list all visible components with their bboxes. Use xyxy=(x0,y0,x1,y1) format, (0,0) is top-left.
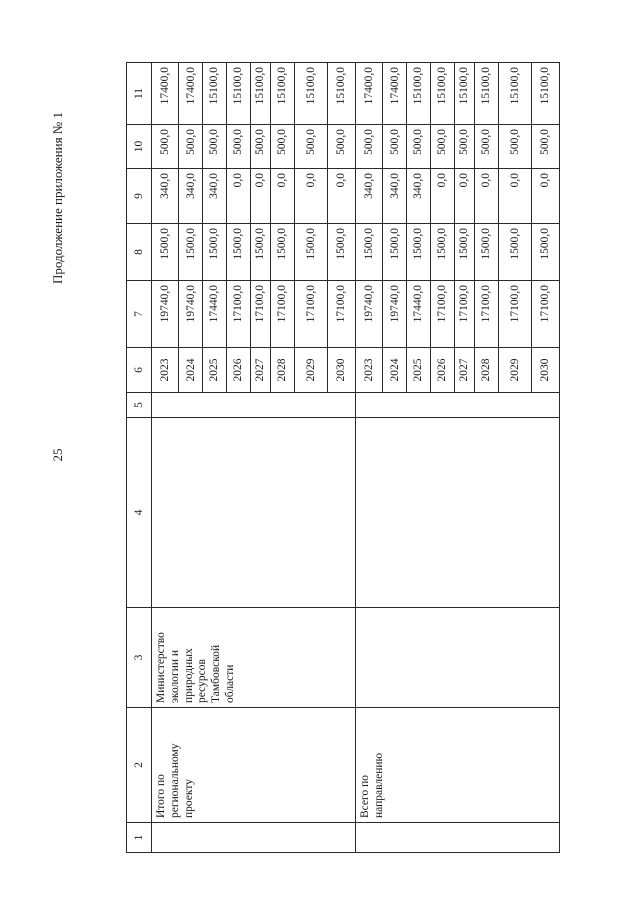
year-cell: 2028 xyxy=(474,348,498,393)
amount-cell-c10: 500,0 xyxy=(226,125,250,169)
amount-cell-c7: 19740,0 xyxy=(355,281,382,348)
amount-cell-c11: 17400,0 xyxy=(355,63,382,125)
amount-cell-c8: 1500,0 xyxy=(430,224,454,281)
column-header-1: 1 xyxy=(127,823,152,853)
amount-cell-c10: 500,0 xyxy=(294,125,327,169)
year-cell: 2023 xyxy=(152,348,179,393)
year-cell: 2027 xyxy=(454,348,474,393)
amount-cell-c9: 0,0 xyxy=(474,169,498,224)
amount-cell-c7: 19740,0 xyxy=(179,281,203,348)
amount-cell-c8: 1500,0 xyxy=(383,224,407,281)
amount-cell-c11: 15100,0 xyxy=(250,63,270,125)
column-header-7: 7 xyxy=(127,281,152,348)
amount-cell-c8: 1500,0 xyxy=(355,224,382,281)
amount-cell-c10: 500,0 xyxy=(406,125,430,169)
group-title-cell: Всего по направлению xyxy=(355,708,559,823)
amount-cell-c7: 17100,0 xyxy=(226,281,250,348)
amount-cell-c9: 340,0 xyxy=(383,169,407,224)
amount-cell-c7: 17100,0 xyxy=(270,281,294,348)
amount-cell-c10: 500,0 xyxy=(152,125,179,169)
amount-cell-c10: 500,0 xyxy=(531,125,559,169)
amount-cell-c9: 340,0 xyxy=(406,169,430,224)
amount-cell-c9: 340,0 xyxy=(179,169,203,224)
rotated-table-container xyxy=(126,63,560,853)
column-4-cell xyxy=(355,418,559,608)
amount-cell-c7: 19740,0 xyxy=(152,281,179,348)
year-cell: 2025 xyxy=(202,348,226,393)
amount-cell-c8: 1500,0 xyxy=(498,224,531,281)
column-4-cell xyxy=(152,418,356,608)
column-header-3: 3 xyxy=(127,608,152,708)
column-header-10: 10 xyxy=(127,125,152,169)
column-header-8: 8 xyxy=(127,224,152,281)
amount-cell-c9: 0,0 xyxy=(454,169,474,224)
column-header-5: 5 xyxy=(127,393,152,418)
column-5-cell xyxy=(355,393,559,418)
amount-cell-c7: 17100,0 xyxy=(250,281,270,348)
year-cell: 2026 xyxy=(226,348,250,393)
year-cell: 2030 xyxy=(531,348,559,393)
amount-cell-c8: 1500,0 xyxy=(474,224,498,281)
column-5-cell xyxy=(152,393,356,418)
amount-cell-c8: 1500,0 xyxy=(531,224,559,281)
amount-cell-c11: 17400,0 xyxy=(179,63,203,125)
amount-cell-c9: 0,0 xyxy=(498,169,531,224)
amount-cell-c10: 500,0 xyxy=(179,125,203,169)
amount-cell-c9: 340,0 xyxy=(202,169,226,224)
amount-cell-c10: 500,0 xyxy=(498,125,531,169)
column-header-6: 6 xyxy=(127,348,152,393)
amount-cell-c8: 1500,0 xyxy=(250,224,270,281)
amount-cell-c11: 15100,0 xyxy=(430,63,454,125)
responsible-agency-cell: Министерство экологии и природных ресурсов Тамбовской области xyxy=(152,608,356,708)
year-cell: 2024 xyxy=(383,348,407,393)
amount-cell-c7: 19740,0 xyxy=(383,281,407,348)
amount-cell-c11: 15100,0 xyxy=(531,63,559,125)
amount-cell-c11: 17400,0 xyxy=(152,63,179,125)
amount-cell-c8: 1500,0 xyxy=(270,224,294,281)
amount-cell-c10: 500,0 xyxy=(474,125,498,169)
amount-cell-c9: 0,0 xyxy=(294,169,327,224)
amount-cell-c7: 17100,0 xyxy=(454,281,474,348)
amount-cell-c8: 1500,0 xyxy=(179,224,203,281)
amount-cell-c9: 0,0 xyxy=(430,169,454,224)
year-cell: 2024 xyxy=(179,348,203,393)
responsible-agency-cell xyxy=(355,608,559,708)
amount-cell-c11: 15100,0 xyxy=(202,63,226,125)
year-cell: 2029 xyxy=(498,348,531,393)
amount-cell-c9: 0,0 xyxy=(327,169,355,224)
amount-cell-c9: 0,0 xyxy=(250,169,270,224)
amount-cell-c8: 1500,0 xyxy=(202,224,226,281)
amount-cell-c7: 17440,0 xyxy=(202,281,226,348)
amount-cell-c8: 1500,0 xyxy=(152,224,179,281)
amount-cell-c10: 500,0 xyxy=(430,125,454,169)
amount-cell-c8: 1500,0 xyxy=(294,224,327,281)
amount-cell-c10: 500,0 xyxy=(250,125,270,169)
amount-cell-c10: 500,0 xyxy=(327,125,355,169)
amount-cell-c8: 1500,0 xyxy=(327,224,355,281)
amount-cell-c7: 17100,0 xyxy=(474,281,498,348)
year-cell: 2025 xyxy=(406,348,430,393)
appendix-note: Продолжение приложения № 1 xyxy=(50,112,65,284)
column-header-4: 4 xyxy=(127,418,152,608)
page-number: 25 xyxy=(50,448,65,462)
amount-cell-c11: 15100,0 xyxy=(474,63,498,125)
amount-cell-c9: 340,0 xyxy=(355,169,382,224)
column-header-9: 9 xyxy=(127,169,152,224)
year-cell: 2028 xyxy=(270,348,294,393)
amount-cell-c11: 15100,0 xyxy=(270,63,294,125)
amount-cell-c8: 1500,0 xyxy=(226,224,250,281)
column-header-2: 2 xyxy=(127,708,152,823)
amount-cell-c9: 0,0 xyxy=(531,169,559,224)
amount-cell-c7: 17100,0 xyxy=(498,281,531,348)
amount-cell-c9: 340,0 xyxy=(152,169,179,224)
amount-cell-c7: 17100,0 xyxy=(430,281,454,348)
year-cell: 2027 xyxy=(250,348,270,393)
amount-cell-c10: 500,0 xyxy=(355,125,382,169)
amount-cell-c7: 17100,0 xyxy=(531,281,559,348)
budget-table xyxy=(126,62,560,853)
amount-cell-c10: 500,0 xyxy=(383,125,407,169)
amount-cell-c8: 1500,0 xyxy=(406,224,430,281)
column-header-11: 11 xyxy=(127,63,152,125)
amount-cell-c11: 15100,0 xyxy=(406,63,430,125)
amount-cell-c7: 17100,0 xyxy=(294,281,327,348)
amount-cell-c10: 500,0 xyxy=(270,125,294,169)
amount-cell-c11: 15100,0 xyxy=(327,63,355,125)
table-row xyxy=(152,63,179,853)
amount-cell-c11: 15100,0 xyxy=(294,63,327,125)
amount-cell-c10: 500,0 xyxy=(454,125,474,169)
year-cell: 2030 xyxy=(327,348,355,393)
group-number-cell xyxy=(355,823,559,853)
year-cell: 2023 xyxy=(355,348,382,393)
amount-cell-c11: 15100,0 xyxy=(226,63,250,125)
group-title-cell: Итого по региональному проекту xyxy=(152,708,356,823)
amount-cell-c11: 17400,0 xyxy=(383,63,407,125)
amount-cell-c11: 15100,0 xyxy=(498,63,531,125)
year-cell: 2026 xyxy=(430,348,454,393)
amount-cell-c11: 15100,0 xyxy=(454,63,474,125)
amount-cell-c9: 0,0 xyxy=(270,169,294,224)
year-cell: 2029 xyxy=(294,348,327,393)
amount-cell-c8: 1500,0 xyxy=(454,224,474,281)
amount-cell-c7: 17100,0 xyxy=(327,281,355,348)
group-number-cell xyxy=(152,823,356,853)
amount-cell-c7: 17440,0 xyxy=(406,281,430,348)
amount-cell-c10: 500,0 xyxy=(202,125,226,169)
table-header-row xyxy=(127,63,152,853)
amount-cell-c9: 0,0 xyxy=(226,169,250,224)
table-row xyxy=(355,63,382,853)
